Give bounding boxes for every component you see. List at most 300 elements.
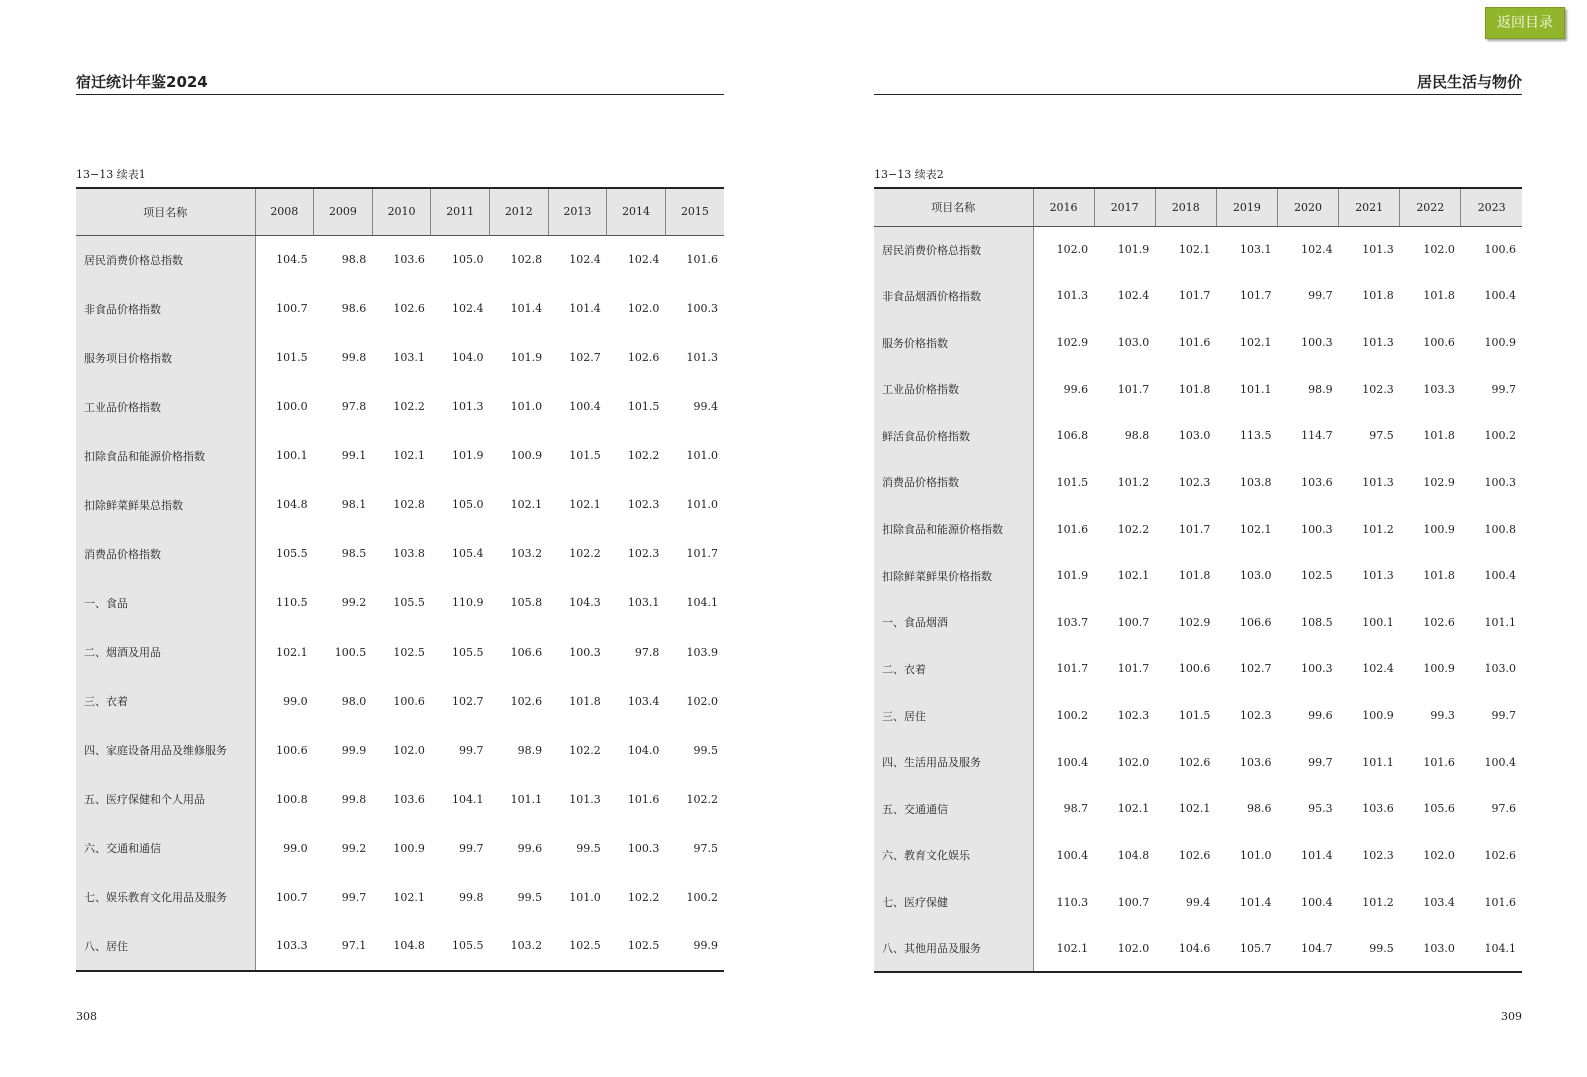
index-value-cell: 110.5 xyxy=(276,596,308,610)
index-value-cell: 102.9 xyxy=(1178,615,1211,629)
column-header-year: 2008 xyxy=(255,188,314,235)
index-value-cell: 101.5 xyxy=(1056,475,1089,489)
index-value-cell: 102.1 xyxy=(1240,522,1272,536)
column-header-year: 2011 xyxy=(431,188,490,235)
index-value-cell: 100.8 xyxy=(1484,522,1516,536)
index-value-cell: 99.7 xyxy=(341,890,367,904)
index-value-cell: 102.1 xyxy=(1240,336,1272,350)
index-value-cell: 101.4 xyxy=(1301,848,1333,862)
index-value-cell: 102.3 xyxy=(627,547,660,561)
index-value-cell: 101.7 xyxy=(1178,522,1211,536)
row-label: 五、交通通信 xyxy=(874,786,1033,833)
index-value-cell: 99.8 xyxy=(341,792,367,806)
column-header-year: 2013 xyxy=(548,188,607,235)
index-value-cell: 98.7 xyxy=(1063,802,1089,816)
table-caption: 13−13 续表2 xyxy=(874,168,944,181)
index-value-cell: 104.1 xyxy=(452,792,484,806)
index-value-cell: 103.9 xyxy=(686,645,718,659)
column-header-year: 2016 xyxy=(1033,188,1094,226)
index-value-cell: 99.5 xyxy=(1369,941,1394,955)
index-value-cell: 102.6 xyxy=(510,694,543,708)
index-value-cell: 105.7 xyxy=(1240,941,1272,955)
index-value-cell: 103.4 xyxy=(1423,895,1455,909)
index-value-cell: 99.0 xyxy=(283,694,308,708)
index-value-cell: 102.0 xyxy=(393,743,425,757)
table-row xyxy=(874,739,1522,786)
index-value-cell: 103.8 xyxy=(393,547,425,561)
index-value-cell: 97.6 xyxy=(1491,802,1516,816)
index-value-cell: 100.6 xyxy=(1484,243,1516,257)
index-value-cell: 103.3 xyxy=(276,939,308,953)
index-value-cell: 102.1 xyxy=(1117,569,1150,583)
index-value-cell: 102.8 xyxy=(510,253,543,267)
column-header-year: 2012 xyxy=(490,188,549,235)
row-label: 非食品烟酒价格指数 xyxy=(874,273,1033,320)
index-value-cell: 102.7 xyxy=(1240,662,1272,676)
index-value-cell: 102.1 xyxy=(393,449,425,463)
running-head-yearbook-title: 宿迁统计年鉴2024 xyxy=(76,74,724,95)
index-value-cell: 105.5 xyxy=(393,596,425,610)
index-value-cell: 102.1 xyxy=(569,498,601,512)
row-label: 六、交通和通信 xyxy=(76,824,255,873)
index-value-cell: 100.3 xyxy=(686,302,718,316)
index-value-cell: 98.8 xyxy=(341,253,367,267)
index-value-cell: 100.6 xyxy=(1423,336,1455,350)
index-value-cell: 102.4 xyxy=(1117,289,1150,303)
table-row xyxy=(76,529,724,578)
index-value-cell: 102.1 xyxy=(393,890,425,904)
index-value-cell: 103.2 xyxy=(510,547,543,561)
table-row xyxy=(76,775,724,824)
index-value-cell: 99.4 xyxy=(693,400,718,414)
index-value-cell: 106.8 xyxy=(1056,429,1089,443)
column-header-year: 2023 xyxy=(1461,188,1522,226)
index-value-cell: 102.9 xyxy=(1056,336,1089,350)
running-head-chapter-title: 居民生活与物价 xyxy=(874,74,1522,95)
table-row xyxy=(874,273,1522,320)
index-value-cell: 103.6 xyxy=(1362,802,1394,816)
index-value-cell: 98.8 xyxy=(1124,429,1150,443)
index-value-cell: 99.7 xyxy=(1491,709,1516,723)
index-value-cell: 102.3 xyxy=(1178,475,1211,489)
table-row xyxy=(76,922,724,971)
page-number: 309 xyxy=(1501,1010,1522,1023)
index-value-cell: 102.1 xyxy=(1178,243,1211,257)
index-value-cell: 100.4 xyxy=(1484,755,1516,769)
index-value-cell: 101.1 xyxy=(1484,615,1516,629)
price-index-table-2008-2015 xyxy=(76,187,724,972)
index-value-cell: 98.0 xyxy=(341,694,367,708)
index-value-cell: 99.5 xyxy=(576,841,601,855)
index-value-cell: 101.7 xyxy=(686,547,718,561)
index-value-cell: 102.1 xyxy=(276,645,308,659)
index-value-cell: 100.9 xyxy=(510,449,543,463)
index-value-cell: 100.3 xyxy=(1301,662,1333,676)
index-value-cell: 101.1 xyxy=(510,792,543,806)
index-value-cell: 102.6 xyxy=(1178,848,1211,862)
index-value-cell: 101.3 xyxy=(1362,569,1394,583)
index-value-cell: 102.1 xyxy=(1178,802,1211,816)
table-row xyxy=(76,333,724,382)
index-value-cell: 104.8 xyxy=(393,939,425,953)
index-value-cell: 100.6 xyxy=(393,694,425,708)
index-value-cell: 100.4 xyxy=(1484,289,1516,303)
index-value-cell: 114.7 xyxy=(1301,429,1333,443)
index-value-cell: 101.8 xyxy=(1423,429,1455,443)
index-value-cell: 101.4 xyxy=(510,302,543,316)
index-value-cell: 100.3 xyxy=(569,645,601,659)
row-label: 二、烟酒及用品 xyxy=(76,628,255,677)
index-value-cell: 104.8 xyxy=(1117,848,1150,862)
table-row xyxy=(76,628,724,677)
row-label: 居民消费价格总指数 xyxy=(76,235,255,284)
left-page xyxy=(76,0,724,1077)
index-value-cell: 100.9 xyxy=(1362,709,1394,723)
price-index-table-2016-2023 xyxy=(874,187,1522,973)
index-value-cell: 101.9 xyxy=(452,449,484,463)
index-value-cell: 101.3 xyxy=(1362,336,1394,350)
back-to-contents-button[interactable]: 返回目录 xyxy=(1485,7,1565,39)
index-value-cell: 104.6 xyxy=(1178,941,1211,955)
index-value-cell: 103.6 xyxy=(393,253,425,267)
index-value-cell: 102.1 xyxy=(510,498,543,512)
table-row xyxy=(874,226,1522,273)
index-value-cell: 100.9 xyxy=(393,841,425,855)
row-label: 消费品价格指数 xyxy=(76,529,255,578)
index-value-cell: 99.5 xyxy=(517,890,543,904)
index-value-cell: 102.8 xyxy=(393,498,425,512)
column-header-item-name: 项目名称 xyxy=(76,188,255,235)
table-row xyxy=(874,552,1522,599)
right-page xyxy=(874,0,1522,1077)
index-value-cell: 97.8 xyxy=(634,645,660,659)
row-label: 居民消费价格总指数 xyxy=(874,226,1033,273)
index-value-cell: 105.8 xyxy=(510,596,543,610)
index-value-cell: 101.4 xyxy=(1240,895,1272,909)
index-value-cell: 99.7 xyxy=(459,841,484,855)
index-value-cell: 99.2 xyxy=(341,841,367,855)
index-value-cell: 99.7 xyxy=(1308,755,1333,769)
index-value-cell: 105.0 xyxy=(452,253,484,267)
index-value-cell: 105.5 xyxy=(452,939,484,953)
column-header-year: 2019 xyxy=(1216,188,1277,226)
index-value-cell: 100.3 xyxy=(627,841,660,855)
row-label: 扣除食品和能源价格指数 xyxy=(874,506,1033,553)
index-value-cell: 98.1 xyxy=(341,498,367,512)
index-value-cell: 101.5 xyxy=(569,449,601,463)
index-value-cell: 102.5 xyxy=(1301,569,1333,583)
table-row xyxy=(874,879,1522,926)
index-value-cell: 99.5 xyxy=(693,743,718,757)
index-value-cell: 101.1 xyxy=(1240,382,1272,396)
index-value-cell: 102.2 xyxy=(1117,522,1150,536)
index-value-cell: 108.5 xyxy=(1301,615,1333,629)
index-value-cell: 100.8 xyxy=(276,792,308,806)
table-row xyxy=(874,832,1522,879)
row-label: 工业品价格指数 xyxy=(874,366,1033,413)
row-label: 三、衣着 xyxy=(76,677,255,726)
index-value-cell: 103.0 xyxy=(1178,429,1211,443)
index-value-cell: 103.0 xyxy=(1423,941,1455,955)
index-value-cell: 101.6 xyxy=(1423,755,1455,769)
index-value-cell: 98.9 xyxy=(1308,382,1333,396)
index-value-cell: 101.6 xyxy=(1178,336,1211,350)
table-row xyxy=(874,366,1522,413)
index-value-cell: 101.2 xyxy=(1117,475,1150,489)
column-header-year: 2022 xyxy=(1400,188,1461,226)
index-value-cell: 100.5 xyxy=(334,645,367,659)
index-value-cell: 105.5 xyxy=(276,547,308,561)
index-value-cell: 102.9 xyxy=(1423,475,1455,489)
index-value-cell: 102.2 xyxy=(627,449,660,463)
column-header-item-name: 项目名称 xyxy=(874,188,1033,226)
index-value-cell: 98.6 xyxy=(341,302,367,316)
index-value-cell: 101.2 xyxy=(1362,522,1394,536)
row-label: 扣除食品和能源价格指数 xyxy=(76,431,255,480)
index-value-cell: 100.6 xyxy=(1178,662,1211,676)
index-value-cell: 101.6 xyxy=(686,253,718,267)
column-header-year: 2020 xyxy=(1278,188,1339,226)
index-value-cell: 100.1 xyxy=(276,449,308,463)
index-value-cell: 100.3 xyxy=(1301,336,1333,350)
index-value-cell: 98.9 xyxy=(517,743,543,757)
index-value-cell: 99.8 xyxy=(459,890,484,904)
column-header-year: 2010 xyxy=(372,188,431,235)
index-value-cell: 100.1 xyxy=(1362,615,1394,629)
index-value-cell: 105.6 xyxy=(1423,802,1455,816)
index-value-cell: 102.4 xyxy=(1362,662,1394,676)
table-row xyxy=(874,319,1522,366)
index-value-cell: 100.2 xyxy=(686,890,718,904)
index-value-cell: 101.0 xyxy=(686,498,718,512)
index-value-cell: 100.9 xyxy=(1484,336,1516,350)
table-row xyxy=(874,646,1522,693)
index-value-cell: 101.8 xyxy=(569,694,601,708)
index-value-cell: 102.6 xyxy=(393,302,425,316)
table-row xyxy=(76,480,724,529)
index-value-cell: 99.0 xyxy=(283,841,308,855)
index-value-cell: 104.1 xyxy=(686,596,718,610)
index-value-cell: 101.3 xyxy=(686,351,718,365)
index-value-cell: 100.7 xyxy=(276,890,308,904)
index-value-cell: 100.4 xyxy=(569,400,601,414)
index-value-cell: 105.4 xyxy=(452,547,484,561)
index-value-cell: 103.1 xyxy=(393,351,425,365)
index-value-cell: 100.9 xyxy=(1423,522,1455,536)
index-value-cell: 102.5 xyxy=(393,645,425,659)
row-label: 服务项目价格指数 xyxy=(76,333,255,382)
index-value-cell: 100.0 xyxy=(276,400,308,414)
index-value-cell: 102.2 xyxy=(686,792,718,806)
index-value-cell: 101.6 xyxy=(1484,895,1516,909)
column-header-year: 2018 xyxy=(1155,188,1216,226)
index-value-cell: 106.6 xyxy=(1240,615,1272,629)
row-label: 四、家庭设备用品及维修服务 xyxy=(76,726,255,775)
index-value-cell: 101.7 xyxy=(1240,289,1272,303)
table-row xyxy=(874,786,1522,833)
index-value-cell: 101.7 xyxy=(1056,662,1089,676)
index-value-cell: 97.8 xyxy=(341,400,367,414)
index-value-cell: 105.0 xyxy=(452,498,484,512)
index-value-cell: 99.2 xyxy=(341,596,367,610)
index-value-cell: 101.8 xyxy=(1178,382,1211,396)
index-value-cell: 103.7 xyxy=(1056,615,1089,629)
index-value-cell: 102.4 xyxy=(452,302,484,316)
index-value-cell: 99.1 xyxy=(341,449,367,463)
index-value-cell: 99.7 xyxy=(459,743,484,757)
index-value-cell: 104.1 xyxy=(1484,941,1516,955)
row-label: 三、居住 xyxy=(874,692,1033,739)
index-value-cell: 101.0 xyxy=(1240,848,1272,862)
column-header-year: 2009 xyxy=(314,188,373,235)
row-label: 服务价格指数 xyxy=(874,319,1033,366)
index-value-cell: 110.3 xyxy=(1056,895,1089,909)
index-value-cell: 101.5 xyxy=(1178,709,1211,723)
column-header-year: 2017 xyxy=(1094,188,1155,226)
row-label: 四、生活用品及服务 xyxy=(874,739,1033,786)
table-row xyxy=(76,431,724,480)
index-value-cell: 101.4 xyxy=(569,302,601,316)
column-header-year: 2015 xyxy=(665,188,724,235)
index-value-cell: 95.3 xyxy=(1308,802,1333,816)
index-value-cell: 100.3 xyxy=(1484,475,1516,489)
index-value-cell: 100.2 xyxy=(1484,429,1516,443)
index-value-cell: 98.6 xyxy=(1247,802,1272,816)
index-value-cell: 103.6 xyxy=(393,792,425,806)
row-label: 五、医疗保健和个人用品 xyxy=(76,775,255,824)
index-value-cell: 101.7 xyxy=(1178,289,1211,303)
index-value-cell: 101.3 xyxy=(1056,289,1089,303)
index-value-cell: 102.1 xyxy=(1117,802,1150,816)
index-value-cell: 101.6 xyxy=(627,792,660,806)
index-value-cell: 104.7 xyxy=(1301,941,1333,955)
index-value-cell: 103.1 xyxy=(1240,243,1272,257)
index-value-cell: 99.6 xyxy=(1308,709,1333,723)
index-value-cell: 101.8 xyxy=(1178,569,1211,583)
index-value-cell: 102.0 xyxy=(1423,243,1455,257)
column-header-year: 2014 xyxy=(607,188,666,235)
index-value-cell: 99.6 xyxy=(1063,382,1089,396)
index-value-cell: 113.5 xyxy=(1240,429,1272,443)
index-value-cell: 99.7 xyxy=(1308,289,1333,303)
table-caption: 13−13 续表1 xyxy=(76,168,146,181)
table-row xyxy=(76,235,724,284)
index-value-cell: 103.6 xyxy=(1301,475,1333,489)
row-label: 工业品价格指数 xyxy=(76,382,255,431)
index-value-cell: 104.3 xyxy=(569,596,601,610)
row-label: 二、衣着 xyxy=(874,646,1033,693)
index-value-cell: 103.0 xyxy=(1484,662,1516,676)
table-row xyxy=(76,873,724,922)
index-value-cell: 99.8 xyxy=(341,351,367,365)
index-value-cell: 104.0 xyxy=(627,743,660,757)
index-value-cell: 103.3 xyxy=(1423,382,1455,396)
index-value-cell: 102.7 xyxy=(569,351,601,365)
index-value-cell: 102.0 xyxy=(1117,755,1150,769)
table-row xyxy=(874,692,1522,739)
index-value-cell: 102.0 xyxy=(1117,941,1150,955)
row-label: 八、居住 xyxy=(76,922,255,971)
index-value-cell: 101.3 xyxy=(1362,243,1394,257)
index-value-cell: 97.1 xyxy=(341,939,367,953)
index-value-cell: 101.9 xyxy=(510,351,543,365)
index-value-cell: 102.2 xyxy=(627,890,660,904)
row-label: 七、娱乐教育文化用品及服务 xyxy=(76,873,255,922)
column-header-year: 2021 xyxy=(1339,188,1400,226)
index-value-cell: 103.1 xyxy=(627,596,660,610)
index-value-cell: 101.9 xyxy=(1117,243,1150,257)
table-row xyxy=(874,925,1522,972)
table-row xyxy=(76,677,724,726)
table-row xyxy=(76,726,724,775)
index-value-cell: 100.3 xyxy=(1301,522,1333,536)
index-value-cell: 102.2 xyxy=(569,743,601,757)
index-value-cell: 101.2 xyxy=(1362,895,1394,909)
index-value-cell: 100.4 xyxy=(1484,569,1516,583)
index-value-cell: 103.0 xyxy=(1117,336,1150,350)
table-row xyxy=(76,284,724,333)
row-label: 七、医疗保健 xyxy=(874,879,1033,926)
index-value-cell: 100.7 xyxy=(1117,895,1150,909)
index-value-cell: 102.6 xyxy=(627,351,660,365)
table-row xyxy=(874,459,1522,506)
index-value-cell: 103.0 xyxy=(1240,569,1272,583)
index-value-cell: 102.1 xyxy=(1056,941,1089,955)
index-value-cell: 102.6 xyxy=(1484,848,1516,862)
index-value-cell: 102.5 xyxy=(627,939,660,953)
index-value-cell: 100.2 xyxy=(1056,709,1089,723)
index-value-cell: 102.2 xyxy=(393,400,425,414)
row-label: 八、其他用品及服务 xyxy=(874,925,1033,972)
index-value-cell: 101.5 xyxy=(627,400,660,414)
index-value-cell: 98.5 xyxy=(341,547,367,561)
index-value-cell: 100.6 xyxy=(276,743,308,757)
index-value-cell: 101.0 xyxy=(510,400,543,414)
index-value-cell: 104.5 xyxy=(276,253,308,267)
page-number: 308 xyxy=(76,1010,97,1023)
index-value-cell: 102.7 xyxy=(452,694,484,708)
index-value-cell: 100.9 xyxy=(1423,662,1455,676)
row-label: 六、教育文化娱乐 xyxy=(874,832,1033,879)
table-row xyxy=(76,382,724,431)
index-value-cell: 101.0 xyxy=(686,449,718,463)
table-header-row xyxy=(76,188,724,235)
index-value-cell: 99.4 xyxy=(1185,895,1211,909)
row-label: 消费品价格指数 xyxy=(874,459,1033,506)
index-value-cell: 102.0 xyxy=(1056,243,1089,257)
index-value-cell: 101.1 xyxy=(1362,755,1394,769)
index-value-cell: 99.3 xyxy=(1430,709,1455,723)
index-value-cell: 101.8 xyxy=(1423,569,1455,583)
index-value-cell: 102.4 xyxy=(627,253,660,267)
index-value-cell: 102.6 xyxy=(1178,755,1211,769)
index-value-cell: 101.3 xyxy=(1362,475,1394,489)
index-value-cell: 97.5 xyxy=(1369,429,1394,443)
index-value-cell: 102.0 xyxy=(686,694,718,708)
table-row xyxy=(76,824,724,873)
row-label: 扣除鲜菜鲜果总指数 xyxy=(76,480,255,529)
index-value-cell: 101.0 xyxy=(569,890,601,904)
index-value-cell: 102.3 xyxy=(1362,848,1394,862)
index-value-cell: 104.8 xyxy=(276,498,308,512)
table-header-row xyxy=(874,188,1522,226)
index-value-cell: 100.7 xyxy=(1117,615,1150,629)
index-value-cell: 102.3 xyxy=(1240,709,1272,723)
row-label: 一、食品 xyxy=(76,578,255,627)
index-value-cell: 103.6 xyxy=(1240,755,1272,769)
index-value-cell: 99.9 xyxy=(693,939,718,953)
index-value-cell: 102.2 xyxy=(569,547,601,561)
